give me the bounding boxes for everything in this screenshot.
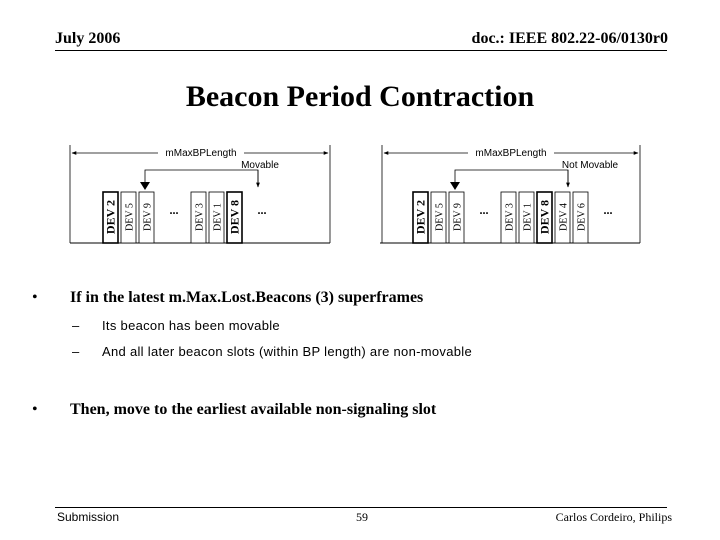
status-label: Not Movable (561, 160, 619, 171)
footer-submission: Submission (57, 510, 120, 524)
footer-author: Carlos Cordeiro, Philips (555, 510, 672, 524)
diagram-left (70, 145, 330, 243)
beacon-slot-label: DEV 8 (537, 199, 552, 235)
ellipsis: ... (169, 203, 179, 217)
beacon-slot-label: DEV 6 (576, 203, 588, 231)
beacon-slot-label: DEV 4 (558, 203, 570, 231)
sub-bullet-1: – Its beacon has been movable (72, 318, 280, 333)
beacon-slot-label: DEV 3 (504, 203, 516, 231)
move-arrowhead (450, 182, 460, 190)
diagram-right (380, 145, 640, 243)
bp-length-label: mMaxBPLength (475, 148, 547, 159)
beacon-slot-label: DEV 8 (227, 199, 242, 235)
bullet-2-marker: • (32, 401, 38, 418)
beacon-slot-label: DEV 1 (212, 203, 224, 231)
bullet-2-text: Then, move to the earliest available non-signaling slot (70, 401, 437, 418)
bullet-1-marker: • (32, 289, 38, 306)
beacon-slot-label: DEV 1 (522, 203, 534, 231)
ellipsis: ... (257, 203, 267, 217)
move-arrow (145, 170, 258, 187)
bullet-1-text: If in the latest m.Max.Lost.Beacons (3) superframes (70, 289, 424, 306)
footer-page-number: 59 (356, 510, 368, 524)
beacon-slot-label: DEV 5 (434, 203, 446, 231)
beacon-slot-label: DEV 2 (103, 199, 118, 235)
ellipsis: ... (479, 203, 489, 217)
beacon-slot-label: DEV 2 (413, 199, 428, 235)
ellipsis: ... (603, 203, 613, 217)
move-arrowhead (140, 182, 150, 190)
status-label: Movable (241, 160, 279, 171)
header-date: July 2006 (55, 30, 121, 47)
move-arrow (455, 170, 568, 187)
beacon-slot-label: DEV 9 (142, 203, 154, 231)
bp-length-label: mMaxBPLength (165, 148, 237, 159)
beacon-slot-label: DEV 3 (194, 203, 206, 231)
beacon-slot-label: DEV 9 (452, 203, 464, 231)
footer-rule (55, 507, 667, 508)
slide-title: Beacon Period Contraction (185, 80, 535, 113)
beacon-slot-label: DEV 5 (124, 203, 136, 231)
sub-bullet-2: – And all later beacon slots (within BP length) are non-movable (72, 344, 472, 359)
header-doc-id: doc.: IEEE 802.22-06/0130r0 (471, 30, 668, 47)
